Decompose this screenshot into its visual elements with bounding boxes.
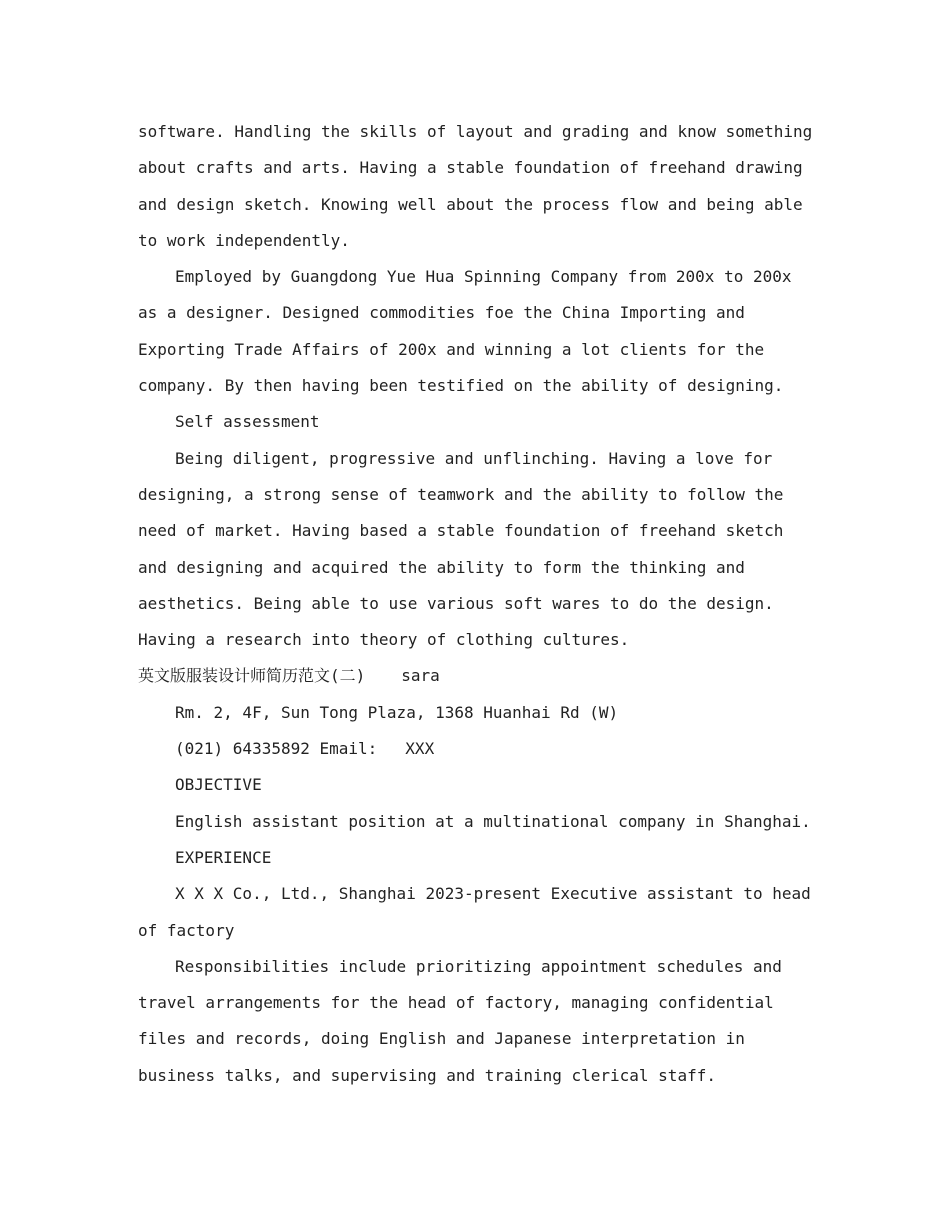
document-page xyxy=(138,114,818,1094)
resume-title-line xyxy=(138,658,818,694)
contact-line xyxy=(138,731,818,767)
self-assessment-paragraph: Being diligent, progressive and unflinching. Having a love for designing, a strong sense of teamwork and the ability to follow the need of market. Having based a stable foundation of freehand sketch and designing and acquired the ability to form the thinking and aesthetics. Being able to use various soft wares to do the design. Having a research into theory of clothing cultures. xyxy=(138,448,784,650)
employment-paragraph: Employed by Guangdong Yue Hua Spinning Company from 200x to 200x as a designer. Designed commodities foe the China Importing and Exporting Trade Affairs of 200x and winning a lot clients for the company. By then having been testified on the ability of designing. xyxy=(138,267,792,396)
experience-heading: EXPERIENCE xyxy=(175,847,272,867)
job-line: X X X Co., Ltd., Shanghai 2023-present Executive assistant to head of factory xyxy=(138,884,811,940)
address-line: Rm. 2, 4F, Sun Tong Plaza, 1368 Huanhai Rd (W) xyxy=(175,702,619,722)
objective-text: English assistant position at a multinational company in Shanghai. xyxy=(175,811,811,831)
self-assessment-heading: Self assessment xyxy=(175,412,320,432)
responsibilities-paragraph: Responsibilities include prioritizing appointment schedules and travel arrangements for the head of factory, managing confidential files and records, doing English and Japanese interpretation in business talks, and supervising and training clerical staff. xyxy=(138,956,782,1085)
skills-paragraph: software. Handling the skills of layout and grading and know something about crafts and arts. Having a stable foundation of freehand drawing and design sketch. Knowing well about the process flow and being able to work independently. xyxy=(138,122,813,250)
objective-heading: OBJECTIVE xyxy=(175,775,262,795)
email-value: XXX xyxy=(405,739,435,759)
resume-title: 英文版服装设计师简历范文(二) xyxy=(138,666,366,686)
phone-email-label: (021) 64335892 Email: xyxy=(175,739,378,759)
resume-name: sara xyxy=(401,666,440,686)
